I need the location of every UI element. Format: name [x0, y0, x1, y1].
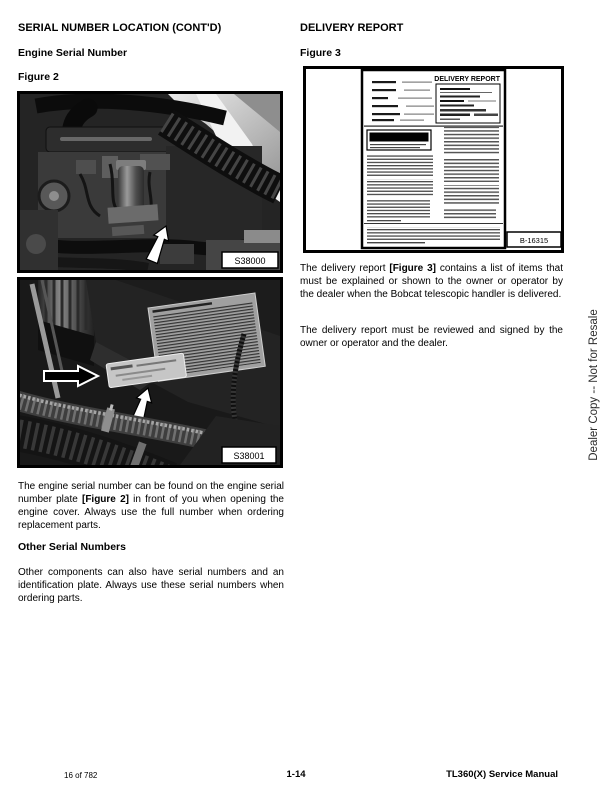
other-serial-paragraph: Other components can also have serial numbers and an identification plate. Always use these serial numbers when ordering parts. [18, 567, 284, 604]
paragraph-text: The engine serial number can be found on the engine serial number plate [18, 481, 284, 505]
paragraph-text: in front of you when opening the engine cover. Always use the full number when ordering replacement parts. [18, 494, 284, 531]
subsection-title: Engine Serial Number [18, 47, 128, 59]
dealer-copy-watermark: Dealer Copy -- Not for Resale [588, 309, 600, 461]
engine-bay-photo [20, 94, 280, 270]
figure3-caption: Figure 3 [300, 47, 341, 59]
warning-box [367, 130, 431, 150]
paragraph-text: The delivery report [300, 263, 390, 274]
figure3-reference: [Figure 3] [389, 263, 436, 274]
footer-sheet-count: 16 of 782 [64, 771, 98, 780]
serial-plate-photo [20, 280, 280, 465]
photo-id-tag [222, 252, 278, 268]
footer-page-number: 1-14 [286, 769, 306, 780]
warning-label: WARNING [385, 135, 413, 142]
delivery-report-title: DELIVERY REPORT [300, 22, 404, 34]
delivery-report-form [306, 69, 561, 250]
photo-id-tag [222, 447, 276, 463]
report-header-box [436, 84, 500, 123]
figure2-caption: Figure 2 [18, 71, 59, 83]
delivery-report-paragraph [300, 262, 563, 301]
engine-serial-paragraph [18, 480, 284, 532]
figure3-id-label: B-16315 [519, 236, 549, 245]
figure2-photo-top [17, 91, 283, 273]
figure-id-tag [507, 232, 561, 247]
delivery-signed-paragraph: The delivery report must be reviewed and signed by the owner or operator and the dealer. [300, 325, 563, 349]
footer-manual-title: TL360(X) Service Manual [446, 769, 558, 780]
report-title-label: DELIVERY REPORT [434, 76, 500, 83]
photo1-id-label: S38000 [234, 256, 266, 266]
paragraph-text: contains a list of items that must be explained or shown to the owner or operator by the dealer when the Bobcat telescopic handler is delivered. [300, 263, 563, 300]
other-serial-numbers-title: Other Serial Numbers [18, 541, 126, 553]
figure3-illustration [303, 66, 564, 253]
figure2-reference: [Figure 2] [81, 494, 129, 505]
figure2-photo-bottom [17, 277, 283, 468]
photo2-id-label: S38001 [233, 451, 265, 461]
section-title: SERIAL NUMBER LOCATION (CONT'D) [18, 22, 222, 34]
